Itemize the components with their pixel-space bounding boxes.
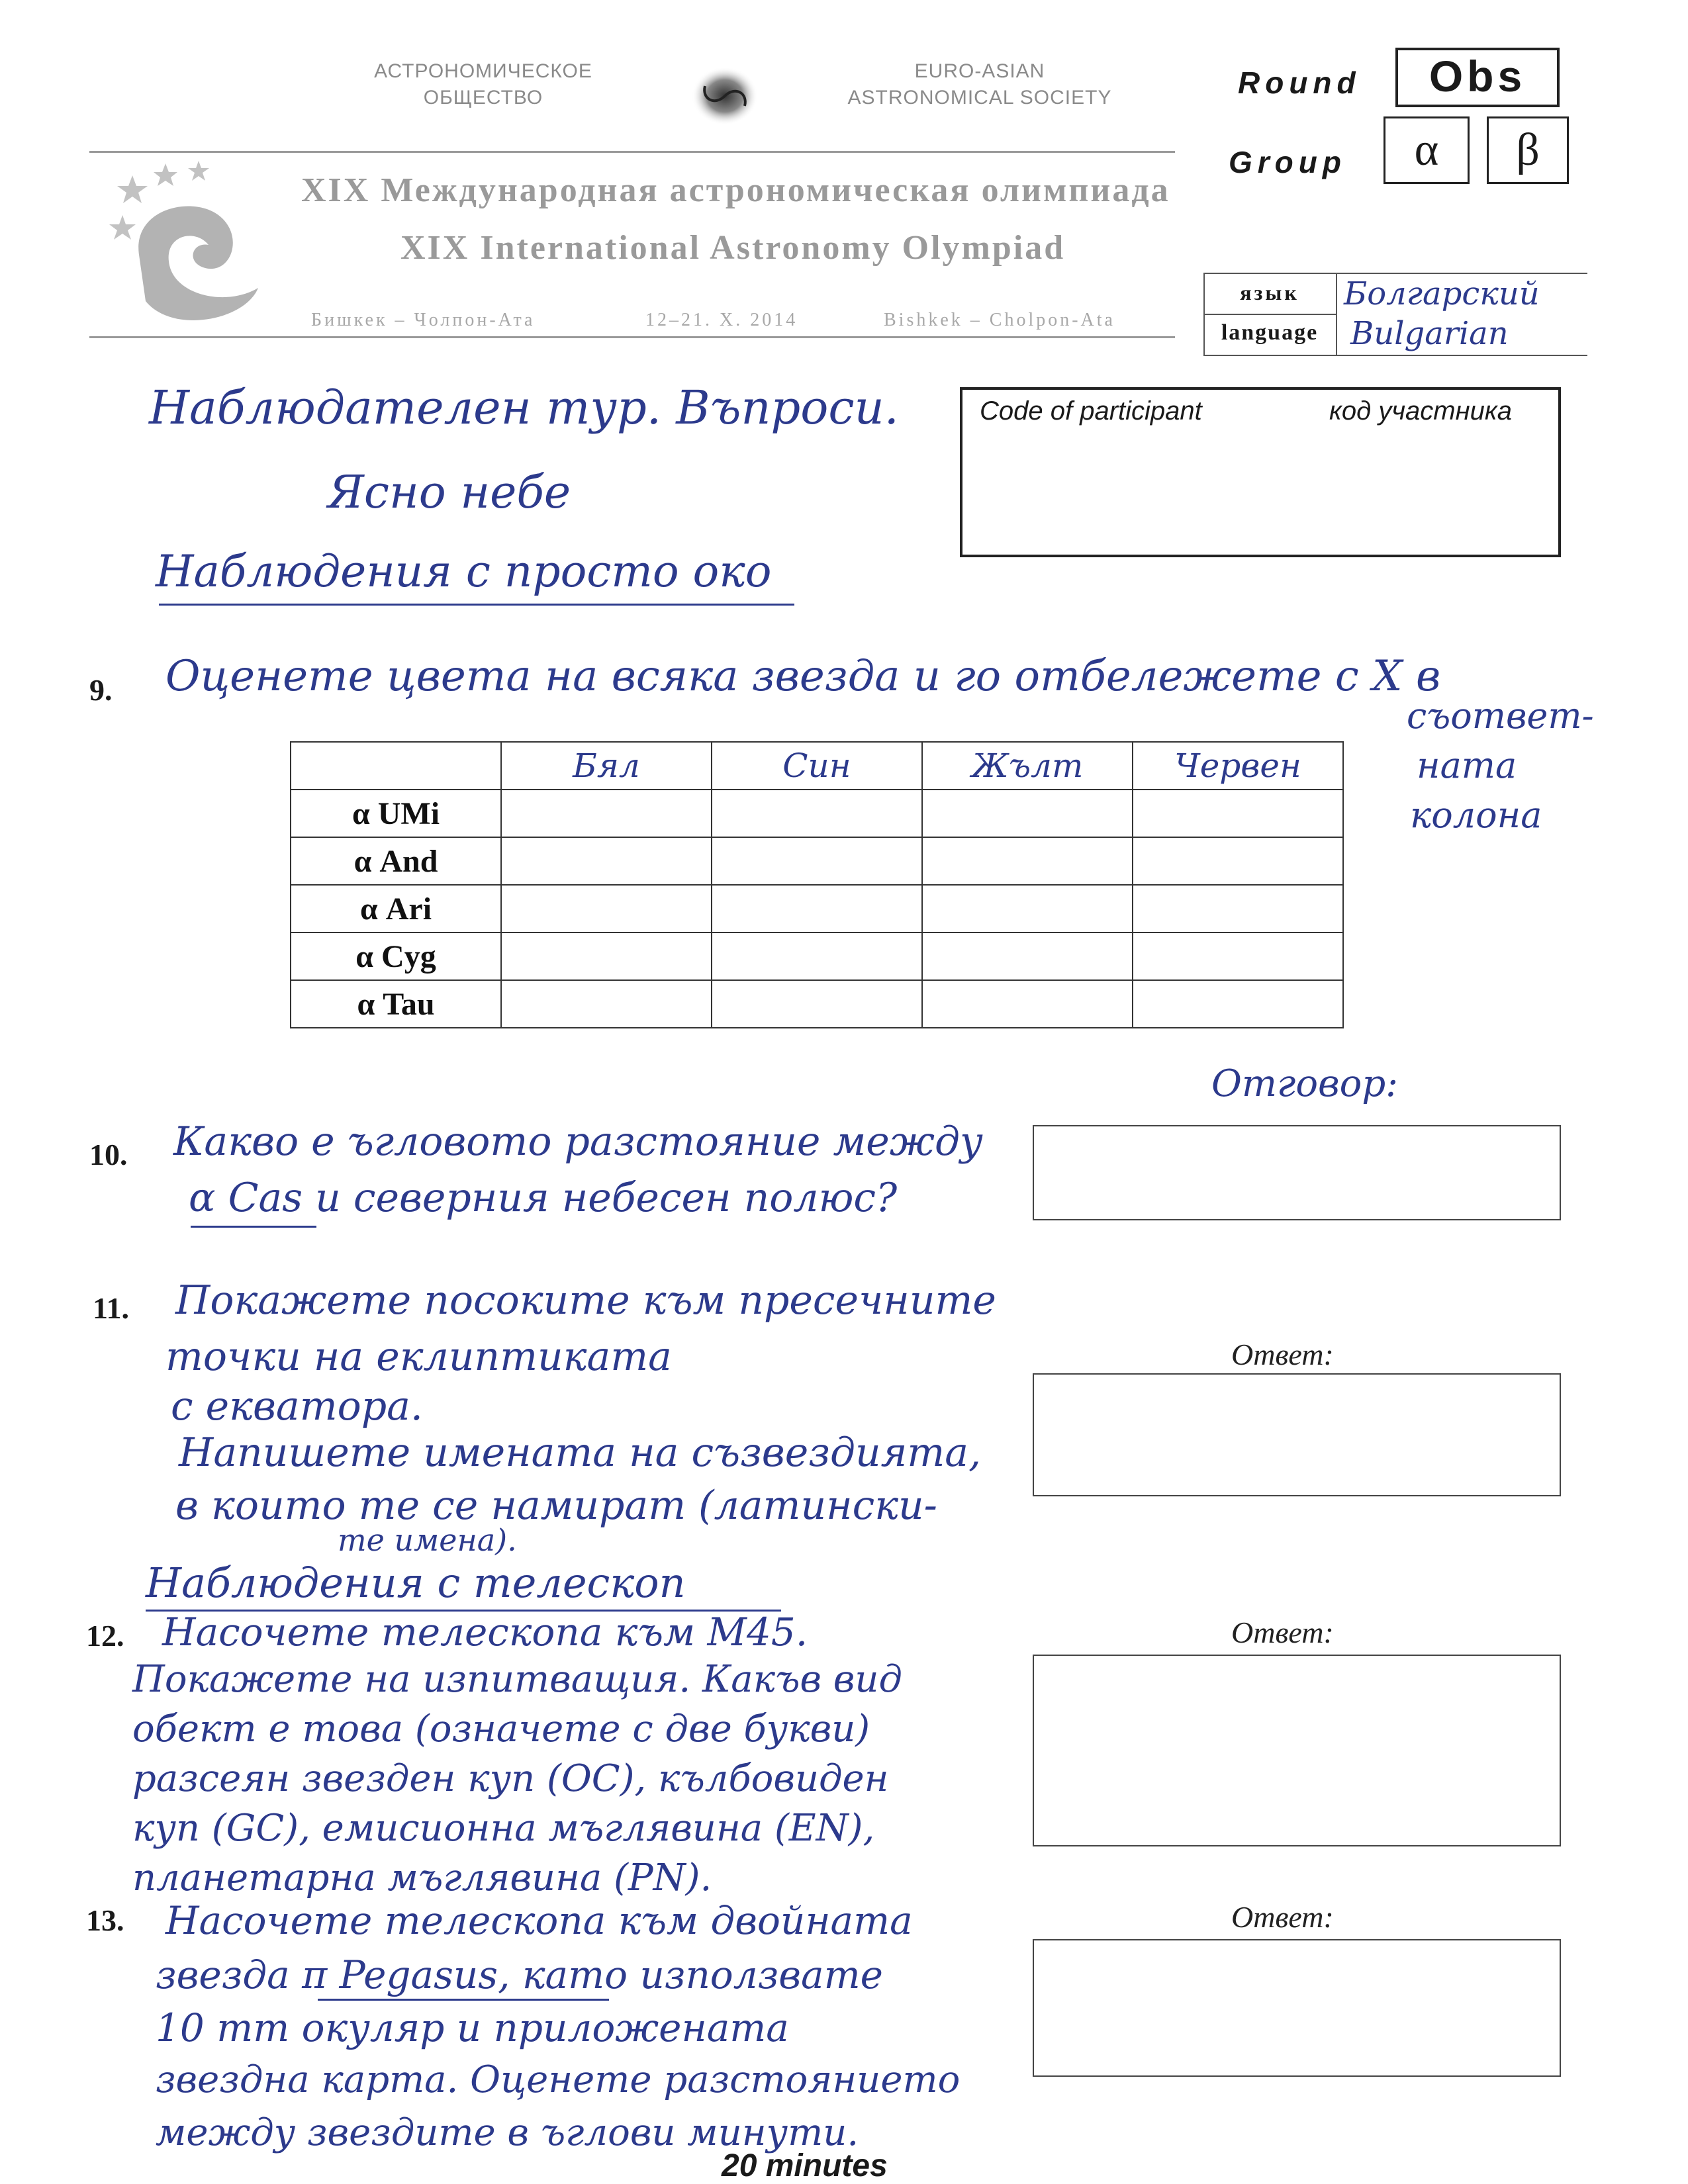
answer-cell[interactable] [712, 933, 922, 980]
table-header-cell [291, 742, 501, 790]
q11-answer-box[interactable] [1033, 1373, 1561, 1496]
olympiad-title-en: XIX International Astronomy Olympiad [400, 229, 1066, 267]
answer-cell[interactable] [922, 885, 1133, 933]
lang-value-en[interactable]: Bulgarian [1350, 315, 1509, 352]
q10-answer-box[interactable] [1033, 1125, 1561, 1220]
time-limit: 20 minutes [722, 2148, 888, 2183]
q9-side-2: ната [1417, 745, 1517, 786]
table-row [291, 980, 1343, 1028]
group-beta-value: β [1516, 124, 1540, 175]
table-header-row [291, 742, 1343, 790]
participant-code-box[interactable] [960, 387, 1561, 557]
answer-cell[interactable] [501, 885, 712, 933]
star-name: α And [291, 837, 501, 885]
q11-line-1: Покажете посоките към пресечните [175, 1277, 996, 1324]
galaxy-logo-icon [688, 60, 761, 132]
q13-line-2: звезда π Pegasus, като използвате [156, 1952, 883, 1997]
answer-cell[interactable] [922, 933, 1133, 980]
q12-line-3: обект е това (означете с две букви) [132, 1707, 870, 1751]
star-color-table [290, 741, 1344, 1028]
q12-line-4: разсеян звезден куп (OC), кълбовиден [132, 1757, 889, 1800]
q12-line-6: планетарна мъглявина (PN). [132, 1856, 712, 1899]
q11-number: 11. [93, 1291, 129, 1325]
q12-number: 12. [86, 1619, 124, 1653]
q13-number: 13. [86, 1903, 124, 1937]
q11-answer-label: Ответ: [1231, 1338, 1334, 1371]
lang-label-en: language [1221, 320, 1319, 345]
star-name: α Tau [291, 980, 501, 1028]
place-ru: Бишкек – Чолпон-Ата [311, 310, 536, 330]
answer-cell[interactable] [712, 790, 922, 837]
org-name-ru: АСТРОНОМИЧЕСКОЕ ОБЩЕСТВО [374, 60, 592, 109]
header-rule-bottom [89, 336, 1175, 338]
q13-line-1: Насочете телескопа към двойната [165, 1898, 913, 1943]
q13-line-5: между звездите в ъглови минути. [156, 2111, 859, 2154]
table-row [291, 885, 1343, 933]
answer-cell[interactable] [501, 790, 712, 837]
answer-cell[interactable] [1133, 933, 1343, 980]
q13-pi-pegasus-underline [318, 1999, 609, 2001]
table-row [291, 790, 1343, 837]
q12-answer-label: Ответ: [1231, 1615, 1334, 1649]
org-name-en: EURO-ASIAN ASTRONOMICAL SOCIETY [847, 60, 1112, 109]
q13-line-3: 10 mm окуляр и приложената [156, 2005, 789, 2050]
star-name: α Ari [291, 885, 501, 933]
header-rule-top [89, 151, 1175, 153]
q12-answer-box[interactable] [1033, 1655, 1561, 1846]
participant-code-label-en: Code of participant [980, 396, 1202, 426]
language-table [1203, 273, 1587, 356]
q9-side-3: колона [1410, 794, 1542, 836]
q13-line-4: звездна карта. Оценете разстоянието [156, 2058, 961, 2101]
place-en: Bishkek – Cholpon-Ata [884, 310, 1115, 330]
group-alpha-box[interactable] [1383, 116, 1470, 184]
answer-cell[interactable] [712, 837, 922, 885]
answer-cell[interactable] [922, 980, 1133, 1028]
column-yellow: Жълт [922, 742, 1133, 790]
olympiad-dates: 12–21. X. 2014 [645, 310, 798, 330]
language-col-divider [1336, 274, 1337, 355]
q11-line-2: точки на еклиптиката [165, 1334, 672, 1380]
olympiad-title-ru: XIX Международная астрономическая олимпиада [301, 171, 1170, 209]
lang-value-ru[interactable]: Болгарский [1344, 275, 1540, 312]
answer-cell[interactable] [712, 885, 922, 933]
group-label: Group [1229, 145, 1346, 179]
q10-number: 10. [89, 1138, 128, 1171]
round-value: Obs [1429, 52, 1526, 101]
q10-line-2: α Cas и северния небесен полюс? [189, 1175, 898, 1221]
q9-number: 9. [89, 673, 113, 707]
q13-answer-label: Ответ: [1231, 1900, 1334, 1934]
table-row [291, 933, 1343, 980]
q10-answer-label: Отговор: [1211, 1062, 1399, 1105]
column-blue: Син [712, 742, 922, 790]
answer-cell[interactable] [1133, 790, 1343, 837]
q11-line-6: те имена). [338, 1522, 517, 1558]
section-naked-eye-underline [159, 604, 794, 606]
q12-line-1: Насочете телескопа към M45. [162, 1610, 808, 1655]
answer-cell[interactable] [1133, 837, 1343, 885]
answer-cell[interactable] [922, 790, 1133, 837]
answer-cell[interactable] [1133, 980, 1343, 1028]
q10-line-1: Какво е ъгловото разстояние между [173, 1118, 983, 1165]
q10-alpha-cas-underline [191, 1226, 316, 1228]
column-red: Червен [1133, 742, 1343, 790]
q12-line-5: куп (GC), емисионна мъглявина (EN), [132, 1807, 875, 1850]
q9-text: Оценете цвета на всяка звезда и го отбележете с X в [165, 652, 1441, 701]
language-label-divider [1203, 314, 1336, 315]
column-white: Бял [501, 742, 712, 790]
group-alpha-value: α [1414, 124, 1439, 175]
answer-cell[interactable] [501, 980, 712, 1028]
table-row [291, 837, 1343, 885]
round-box [1395, 48, 1560, 107]
answer-cell[interactable] [501, 837, 712, 885]
answer-cell[interactable] [712, 980, 922, 1028]
lang-label-ru: язык [1240, 281, 1299, 304]
participant-code-label-ru: код участника [1329, 396, 1513, 426]
section-naked-eye: Наблюдения с просто око [156, 546, 772, 597]
q11-line-5: в които те се намират (латински- [175, 1482, 937, 1529]
q9-side-1: съответ- [1407, 695, 1594, 737]
sky-condition: Ясно небе [328, 467, 571, 519]
q11-line-4: Напишете имената на съзвездията, [179, 1430, 982, 1476]
q11-line-3: с екватора. [171, 1383, 423, 1430]
q12-line-2: Покажете на изпитващия. Какъв вид [132, 1658, 902, 1701]
group-beta-box[interactable] [1487, 116, 1569, 184]
answer-cell[interactable] [1133, 885, 1343, 933]
star-name: α Cyg [291, 933, 501, 980]
round-heading: Наблюдателен тур. Въпроси. [149, 381, 899, 435]
olympiad-emblem-icon [93, 156, 291, 334]
answer-cell[interactable] [922, 837, 1133, 885]
answer-cell[interactable] [501, 933, 712, 980]
round-label: Round [1238, 66, 1361, 100]
section-telescope: Наблюдения с телескоп [146, 1559, 686, 1607]
star-name: α UMi [291, 790, 501, 837]
q13-answer-box[interactable] [1033, 1939, 1561, 2077]
